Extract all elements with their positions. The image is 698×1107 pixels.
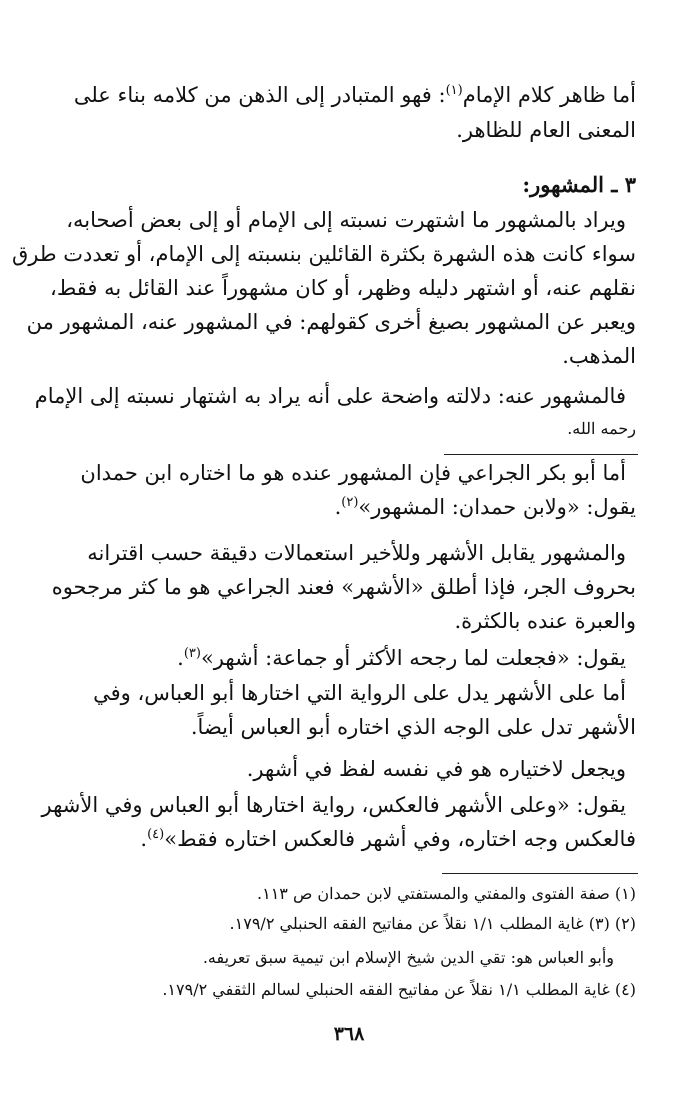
para2-line4: ويعبر عن المشهور بصيغ أخرى كقولهم: في المشهور عنه، المشهور من xyxy=(26,310,636,334)
footnote-1: (١) صفة الفتوى والمفتي والمستفتي لابن حمدان ص ١١٣. xyxy=(257,884,636,903)
page-number: ٣٦٨ xyxy=(333,1023,365,1045)
para6-text-b: . xyxy=(177,646,184,670)
para3-line2: رحمه الله. xyxy=(567,419,636,438)
footnote-ref-3[interactable]: (٣) xyxy=(183,646,201,661)
para1-text-a: أما ظاهر كلام الإمام xyxy=(462,83,636,107)
para1-line2: المعنى العام للظاهر. xyxy=(456,118,636,142)
footnote-ref-2[interactable]: (٢) xyxy=(341,495,359,510)
para4-line2 xyxy=(36,494,636,524)
footnote-separator xyxy=(442,873,638,874)
footnote-ref-1[interactable]: (١) xyxy=(445,83,463,98)
para5-line3: والعبرة عنده بالكثرة. xyxy=(454,609,636,633)
para1-line1 xyxy=(36,82,636,112)
para4-line1: أما أبو بكر الجراعي فإن المشهور عنده هو ما اختاره ابن حمدان xyxy=(80,461,626,485)
footnote-ref-4[interactable]: (٤) xyxy=(147,827,165,842)
para5-line1: والمشهور يقابل الأشهر وللأخير استعمالات دقيقة حسب اقترانه xyxy=(87,541,626,565)
para6-line1 xyxy=(26,645,626,675)
para2-line3: نقلهم عنه، أو اشتهر دليله وظهر، أو كان مشهوراً عند القائل به فقط، xyxy=(50,276,636,300)
footnote-note: وأبو العباس هو: تقي الدين شيخ الإسلام ابن تيمية سبق تعريفه. xyxy=(202,948,614,967)
para2-line2: سواء كانت هذه الشهرة بكثرة القائلين بنسبته إلى الإمام، أو تعددت طرق xyxy=(11,242,636,266)
para6-text-a: يقول: «فجعلت لما رجحه الأكثر أو جماعة: أشهر» xyxy=(200,646,626,670)
para9-text-b: . xyxy=(140,827,148,851)
para5-line2: بحروف الجر، فإذا أطلق «الأشهر» فعند الجراعي هو ما كثر مرجحوه xyxy=(51,575,636,599)
para4-text-a: يقول: «ولابن حمدان: المشهور» xyxy=(358,495,636,519)
para2-line5: المذهب. xyxy=(562,344,636,368)
para2-line1: ويراد بالمشهور ما اشتهرت نسبته إلى الإمام أو إلى بعض أصحابه، xyxy=(66,208,626,232)
para9-text-a: فالعكس وجه اختاره، وفي أشهر فالعكس اختاره فقط» xyxy=(164,827,636,851)
para7-line1: أما على الأشهر يدل على الرواية التي اختارها أبو العباس، وفي xyxy=(93,681,626,705)
footnote-4: (٤) غاية المطلب ١/١ نقلاً عن مفاتيح الفقه الحنبلي لسالم الثقفي ١٧٩/٢. xyxy=(162,980,636,999)
footnote-2-3: (٢) (٣) غاية المطلب ١/١ نقلاً عن مفاتيح الفقه الحنبلي ١٧٩/٢. xyxy=(229,914,636,933)
para7-line2: الأشهر تدل على الوجه الذي اختاره أبو العباس أيضاً. xyxy=(190,715,636,739)
para1-text-b: : فهو المتبادر إلى الذهن من كلامه بناء على xyxy=(73,83,446,107)
para9-line1: يقول: «وعلى الأشهر فالعكس، رواية اختارها أبو العباس وفي الأشهر xyxy=(41,793,626,817)
para4-text-b: . xyxy=(334,495,342,519)
section-heading: ٣ ـ المشهور: xyxy=(522,172,636,197)
short-divider xyxy=(444,454,638,455)
para3-line1: فالمشهور عنه: دلالته واضحة على أنه يراد به اشتهار نسبته إلى الإمام xyxy=(34,384,626,408)
para9-line2 xyxy=(36,826,636,856)
para8-line1: ويجعل لاختياره هو في نفسه لفظ في أشهر. xyxy=(246,757,626,781)
